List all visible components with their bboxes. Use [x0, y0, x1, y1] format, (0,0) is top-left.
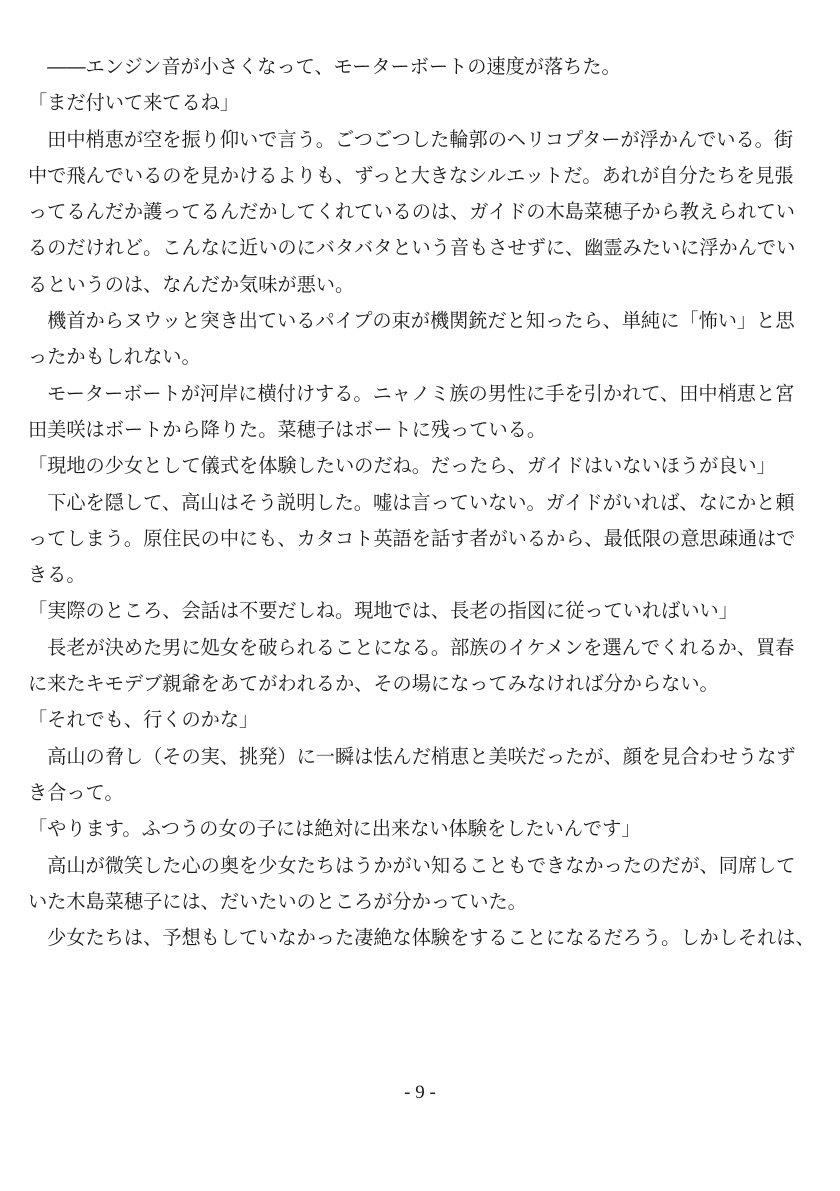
- text-line: 「それでも、行くのかな」: [28, 708, 259, 732]
- text-line: 高山が微笑した心の奥を少女たちはうかがい知ることもできなかったのだが、同席して: [28, 853, 796, 877]
- text-line: きる。: [28, 563, 86, 587]
- page-number: - 9 -: [404, 1082, 436, 1103]
- text-line: いた木島菜穂子には、だいたいのところが分かっていた。: [28, 889, 527, 913]
- text-line: 田中梢恵が空を振り仰いで言う。ごつごつした輪郭のヘリコプターが浮かんでいる。街: [28, 127, 794, 151]
- text-line: 「実際のところ、会話は不要だしね。現地では、長老の指図に従っていればいい」: [28, 599, 738, 623]
- text-line: ったかもしれない。: [28, 345, 201, 369]
- text-line: に来たキモデブ親爺をあてがわれるか、その場になってみなければ分からない。: [28, 672, 719, 696]
- text-line: モーターボートが河岸に横付けする。ニャノミ族の男性に手を引かれて、田中梢恵と宮: [28, 381, 795, 405]
- text-line: 田美咲はボートから降りた。菜穂子はボートに残っている。: [28, 417, 547, 441]
- text-line: 高山の脅し（その実、挑発）に一瞬は怯んだ梢恵と美咲だったが、顔を見合わせうなず: [28, 744, 796, 768]
- text-line: 中で飛んでいるのを見かけるよりも、ずっと大きなシルエットだ。あれが自分たちを見張: [28, 163, 794, 187]
- text-line: るというのは、なんだか気味が悪い。: [28, 272, 355, 296]
- text-line: るのだけれど。こんなに近いのにバタバタという音もさせずに、幽霊みたいに浮かんでい: [28, 236, 796, 260]
- text-line: き合って。: [28, 780, 124, 804]
- text-line: 「やります。ふつうの女の子には絶対に出来ない体験をしたいんです」: [28, 817, 641, 841]
- text-line: 少女たちは、予想もしていなかった凄絶な体験をすることになるだろう。しかしそれは、: [28, 926, 815, 950]
- text-line: ――エンジン音が小さくなって、モーターボートの速度が落ちた。: [28, 55, 621, 78]
- text-line: 「まだ付いて来てるね」: [28, 91, 240, 115]
- text-line: 長老が決めた男に処女を破られることになる。部族のイケメンを選んでくれるか、買春: [28, 635, 795, 659]
- text-line: 下心を隠して、高山はそう説明した。嘘は言っていない。ガイドがいれば、なにかと頼: [28, 490, 795, 514]
- text-line: ってるんだか護ってるんだかしてくれているのは、ガイドの木島菜穂子から教えられてい: [28, 200, 795, 224]
- body-text: [28, 49, 818, 956]
- text-line: 「現地の少女として儀式を体験したいのだね。だったら、ガイドはいないほうが良い」: [28, 454, 776, 478]
- text-line: 機首からヌウッと突き出ているパイプの束が機関銃だと知ったら、単純に「怖い」と思: [28, 309, 795, 333]
- text-line: ってしまう。原住民の中にも、カタコト英語を話す者がいるから、最低限の意思疎通はで: [28, 526, 796, 550]
